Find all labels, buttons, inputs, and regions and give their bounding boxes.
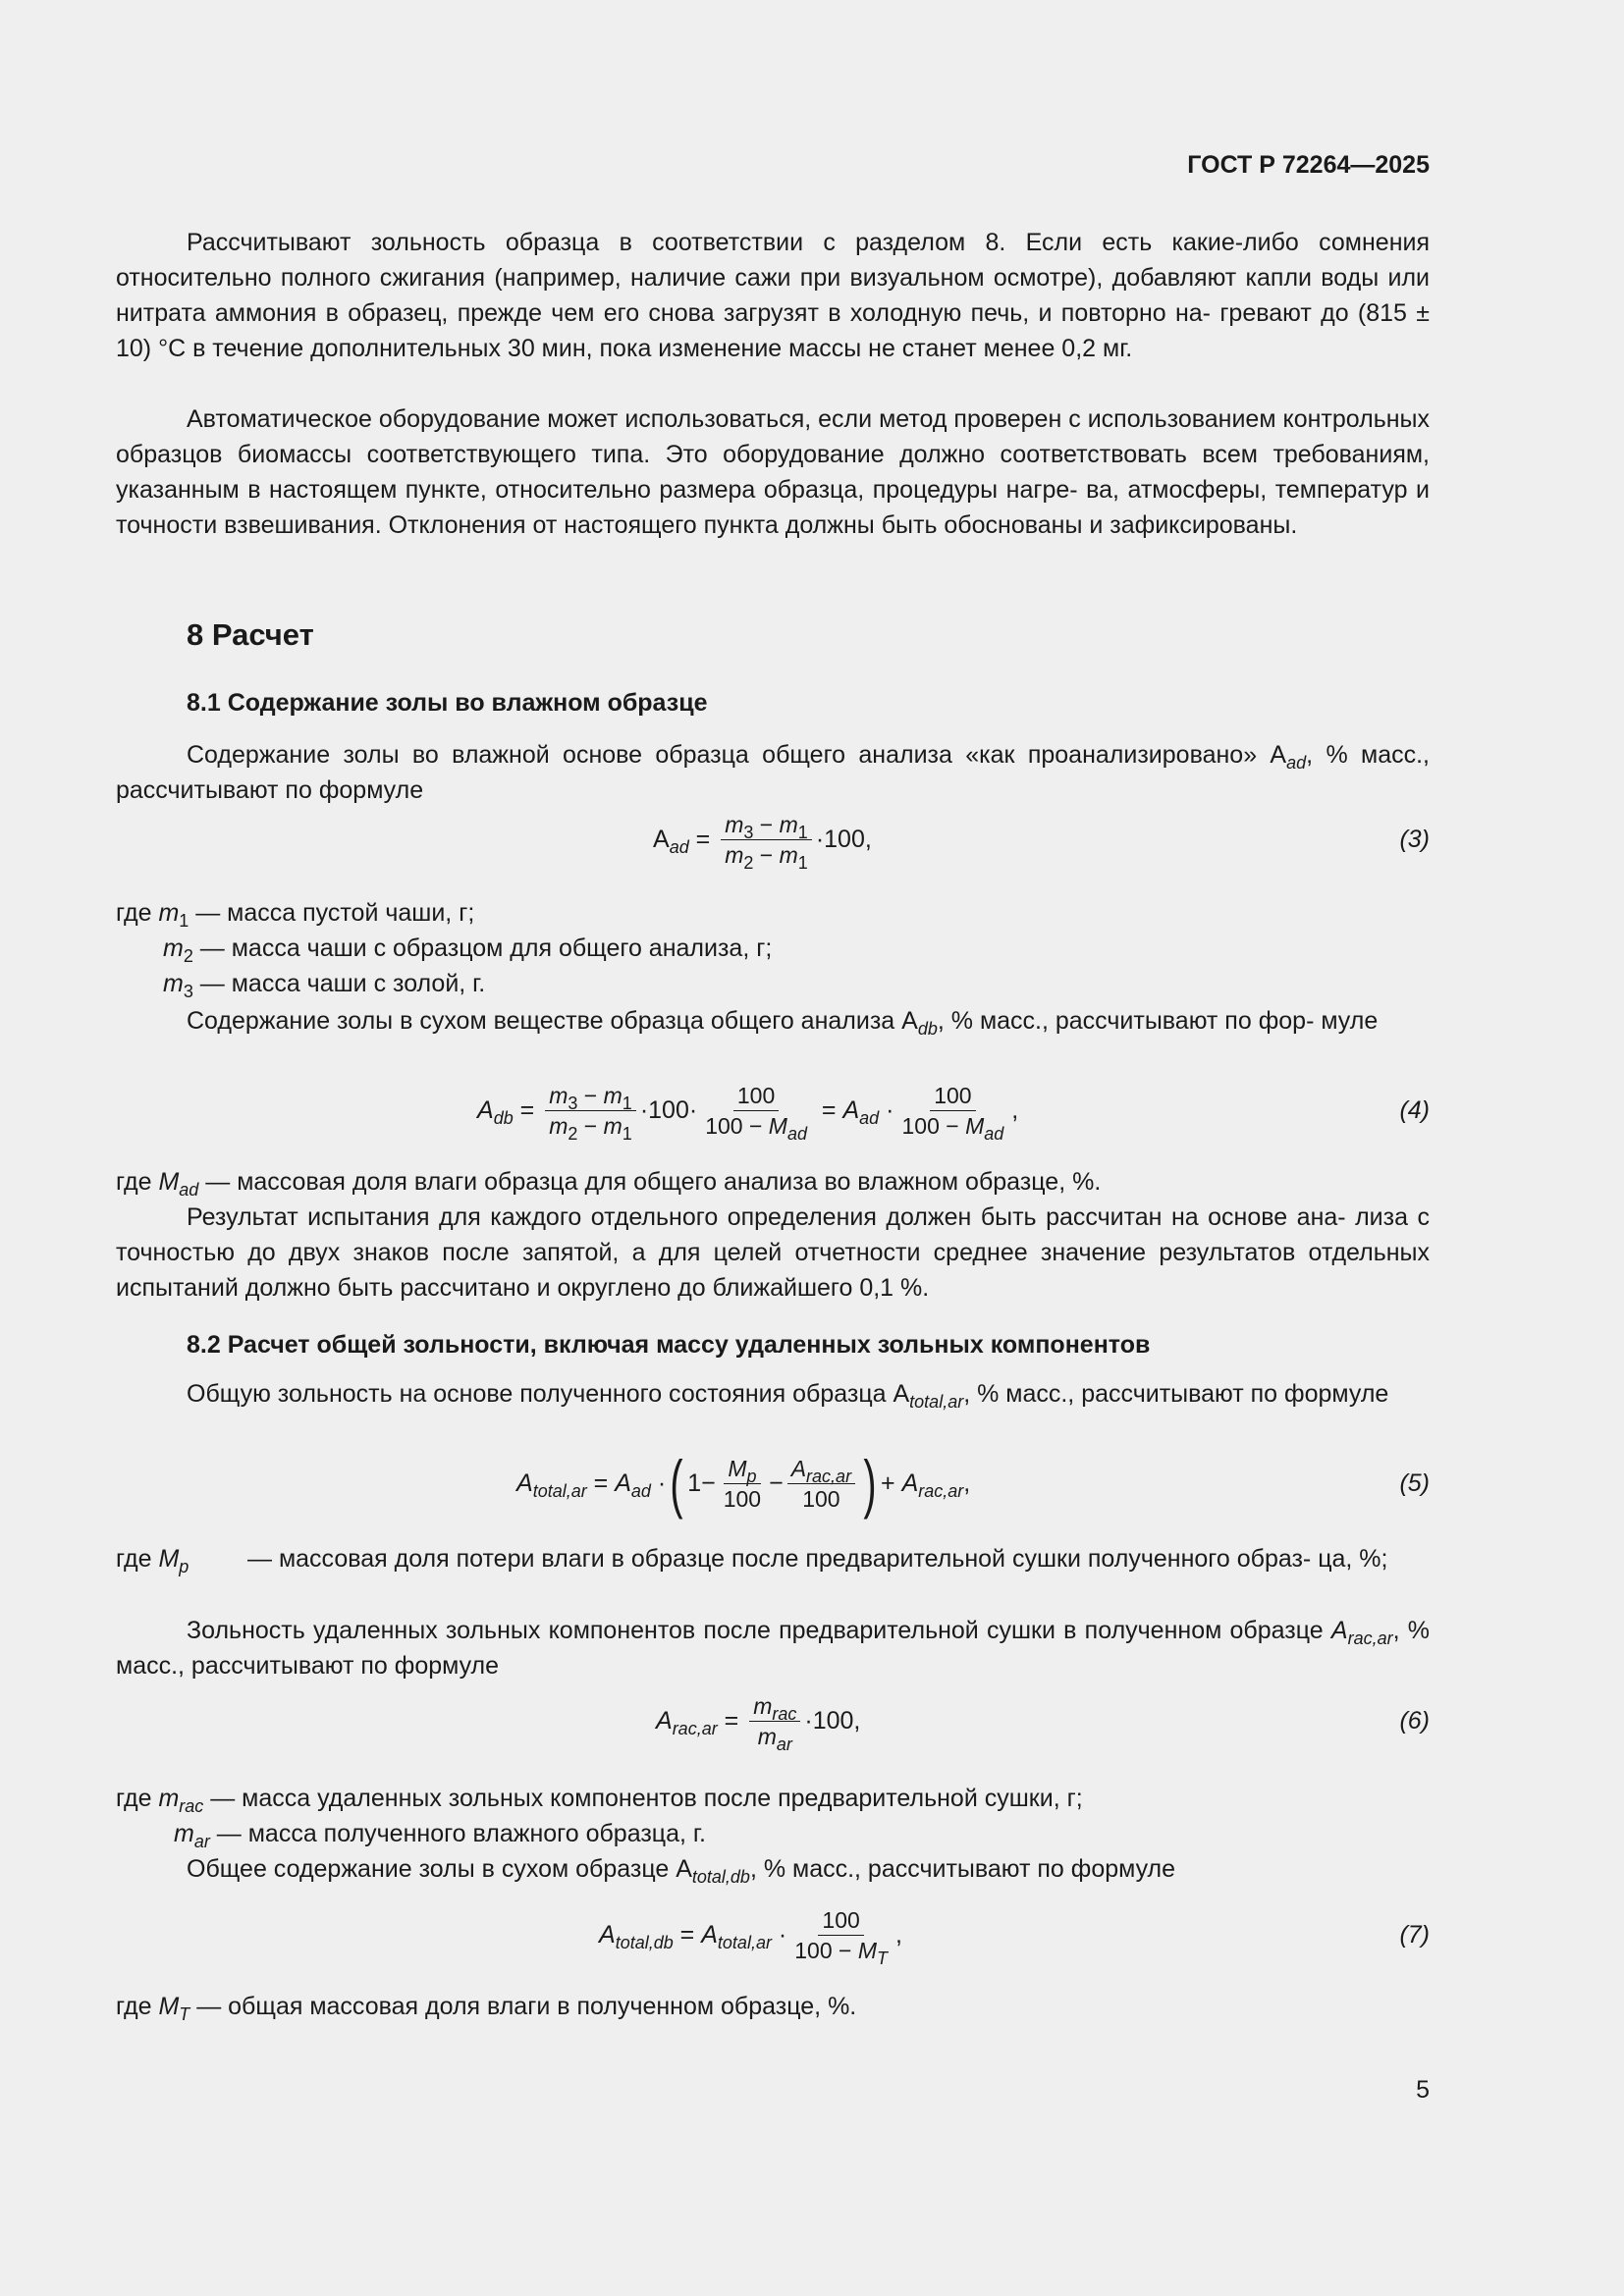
- subsection-heading-8-2: 8.2 Расчет общей зольности, включая массу удаленных зольных компонентов: [187, 1331, 1151, 1359]
- definition-m3: $m_3$ — масса чаши с золой, г.: [163, 970, 486, 1001]
- equation-number-7: (7): [1399, 1921, 1430, 1949]
- definition-m1: где $m_1$ — масса пустой чаши, г;: [116, 899, 475, 931]
- paragraph-total-db-intro: Общее содержание золы в сухом образце $A_{total,db}$, % масс., рассчитывают по формуле: [187, 1855, 1176, 1887]
- paragraph-ad-intro: Содержание золы во влажной основе образца общего анализа «как проанализировано» $A_{ad}$, % масс., рассчитывают по формуле: [116, 741, 1430, 804]
- section-heading-8: 8 Расчет: [187, 617, 314, 652]
- formula-4: $A_{db}$ = $\frac{m_3 - m_1}{m_2 - m_1}$ ·100· $\frac{100}{100 - M_{ad}}$ = $A_{ad}$ · $\frac{100}{100 - M_{ad}}$ , (4): [477, 1082, 1430, 1144]
- page-number: 5: [1416, 2076, 1430, 2104]
- paragraph-db-intro: Содержание золы в сухом веществе образца общего анализа $A_{db}$, % масс., рассчитывают по фор- муле: [187, 1007, 1379, 1039]
- subsection-heading-8-1: 8.1 Содержание золы во влажном образце: [187, 689, 708, 717]
- formula-3: $A_{ad}$ = $\frac{m_3 - m_1}{m_2 - m_1}$ ·100, (3): [653, 811, 1430, 873]
- equation-number-3: (3): [1399, 826, 1430, 853]
- equation-number-5: (5): [1399, 1469, 1430, 1497]
- paragraph-total-ar-intro: Общую зольность на основе полученного состояния образца $A_{total,ar}$, % масс., рассчитывают по формуле: [187, 1380, 1389, 1412]
- formula-5: $A_{total,ar}$ = $A_{ad}$ · ( 1− $\frac{M_p}{100}$ − $\frac{A_{rac,ar}}{100}$ ) + $A_{rac,ar}$ , (5): [516, 1447, 1430, 1520]
- equation-number-4: (4): [1399, 1096, 1430, 1124]
- paragraph-result: Результат испытания для каждого отдельного определения должен быть рассчитан на основе ана- лиза с точностью до двух знаков после запятой, а для целей отчетности среднее значение результатов отдельных испытаний должно быть рассчитано и округлено до ближайшего 0,1 %.: [116, 1203, 1430, 1302]
- document-header: ГОСТ Р 72264—2025: [1187, 151, 1430, 179]
- definition-mrac: где $m_{rac}$ — масса удаленных зольных компонентов после предварительной сушки, г;: [116, 1785, 1083, 1816]
- definition-mt: где $M_T$ — общая массовая доля влаги в полученном образце, %.: [116, 1993, 857, 2024]
- paragraph-ash-calculation: Рассчитывают зольность образца в соответствии с разделом 8. Если есть какие-либо сомнения относительно полного сжигания (например, наличие сажи при визуальном осмотре), добавляют капли воды или нитрата аммония в образец, прежде чем его снова загрузят в холодную печь, и повторно на- гревают до (815 ± 10) °С в течение дополнительных 30 мин, пока изменение массы не станет менее 0,2 мг.: [116, 229, 1430, 362]
- equation-number-6: (6): [1399, 1707, 1430, 1735]
- formula-6: $A_{rac,ar}$ = $\frac{m_{rac}}{m_{ar}}$ ·100, (6): [656, 1692, 1430, 1754]
- definition-mad: где $M_{ad}$ — массовая доля влаги образца для общего анализа во влажном образце, %.: [116, 1168, 1102, 1200]
- definition-mp: где $M_p$ — массовая доля потери влаги в образце после предварительной сушки полученного образ- ца, %;: [116, 1545, 1388, 1576]
- definition-mar: $m_{ar}$ — масса полученного влажного образца, г.: [174, 1820, 706, 1851]
- paragraph-automatic-equipment: Автоматическое оборудование может использоваться, если метод проверен с использованием контрольных образцов биомассы соответствующего типа. Это оборудование должно соответствовать всем требованиям, указанным в настоящем пункте, относительно размера образца, процедуры нагре- ва, атмосферы, температур и точности взвешивания. Отклонения от настоящего пункта должны быть обоснованы и зафиксированы.: [116, 405, 1430, 539]
- definition-m2: $m_2$ — масса чаши с образцом для общего анализа, г;: [163, 934, 773, 966]
- paragraph-rac-intro: Зольность удаленных зольных компонентов после предварительной сушки в полученном образце $A_{rac,ar}$, % масс., рассчитывают по формуле: [116, 1617, 1431, 1680]
- formula-7: $A_{total,db}$ = $A_{total,ar}$ · $\frac{100}{100 - M_T}$ , (7): [599, 1906, 1430, 1968]
